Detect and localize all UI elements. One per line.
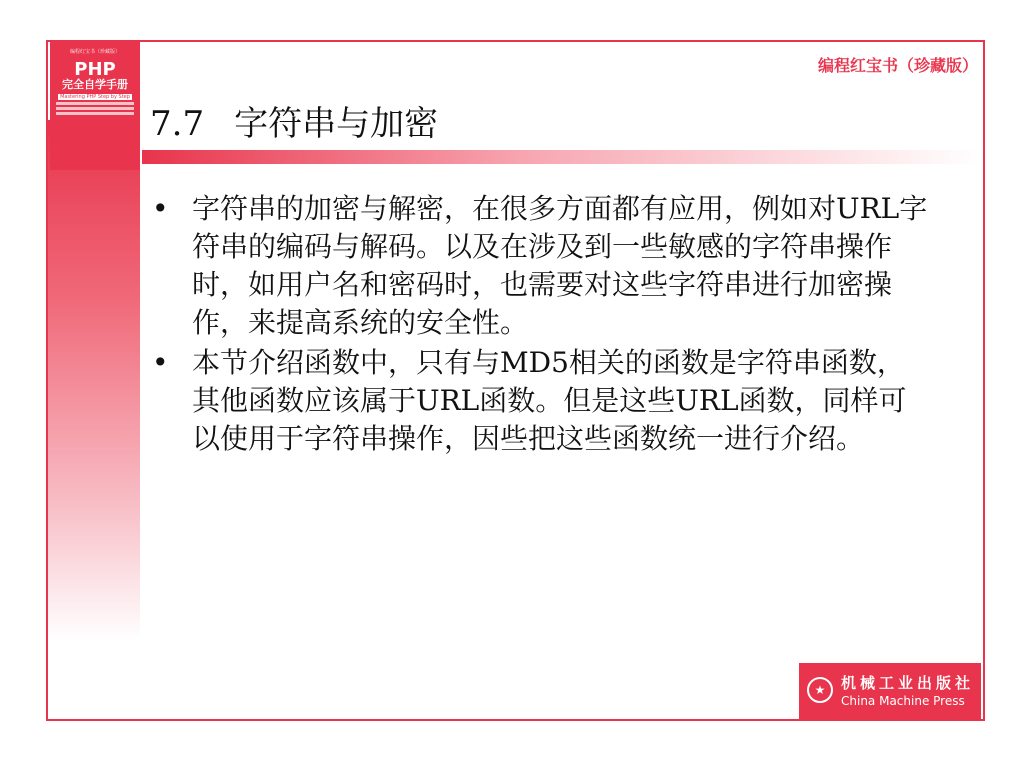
section-title: 字符串与加密	[234, 104, 439, 144]
bullet-text: 字符串的加密与解密，在很多方面都有应用，例如对URL字符串的编码与解码。以及在涉及到一些敏感的字符串操作时，如用户名和密码时，也需要对这些字符串进行加密操作，来提高系统的安全性。	[192, 192, 928, 339]
publisher-name-cn: 机械工业出版社	[841, 674, 975, 692]
book-cover-image	[50, 42, 140, 170]
publisher-emblem-icon: ★	[807, 677, 833, 703]
cover-english: Mastering PHP Step by Step	[58, 94, 132, 100]
slide-title	[150, 96, 438, 145]
cover-decor-bar	[56, 102, 134, 105]
slide-body	[152, 190, 942, 460]
cover-subtitle: 完全自学手册	[62, 78, 128, 91]
cover-top-text: 编程红宝书（珍藏版）	[69, 49, 120, 55]
bullet-dot-icon: •	[152, 346, 169, 379]
bullet-item	[152, 344, 942, 458]
title-underline	[142, 150, 982, 164]
cover-decor-bar	[56, 112, 134, 115]
side-gradient	[48, 120, 140, 640]
cover-title: PHP	[74, 59, 116, 80]
publisher-name-en: China Machine Press	[841, 694, 965, 708]
publisher-logo	[799, 663, 981, 719]
brand-label: 编程红宝书（珍藏版）	[817, 56, 978, 75]
bullet-dot-icon: •	[152, 192, 169, 225]
bullet-item	[152, 190, 942, 342]
bullet-text: 本节介绍函数中，只有与MD5相关的函数是字符串函数，其他函数应该属于URL函数。但是这些URL函数，同样可以使用于字符串操作，因些把这些函数统一进行介绍。	[192, 346, 907, 455]
cover-decor-bar	[56, 107, 134, 110]
section-number: 7.7	[150, 104, 205, 144]
